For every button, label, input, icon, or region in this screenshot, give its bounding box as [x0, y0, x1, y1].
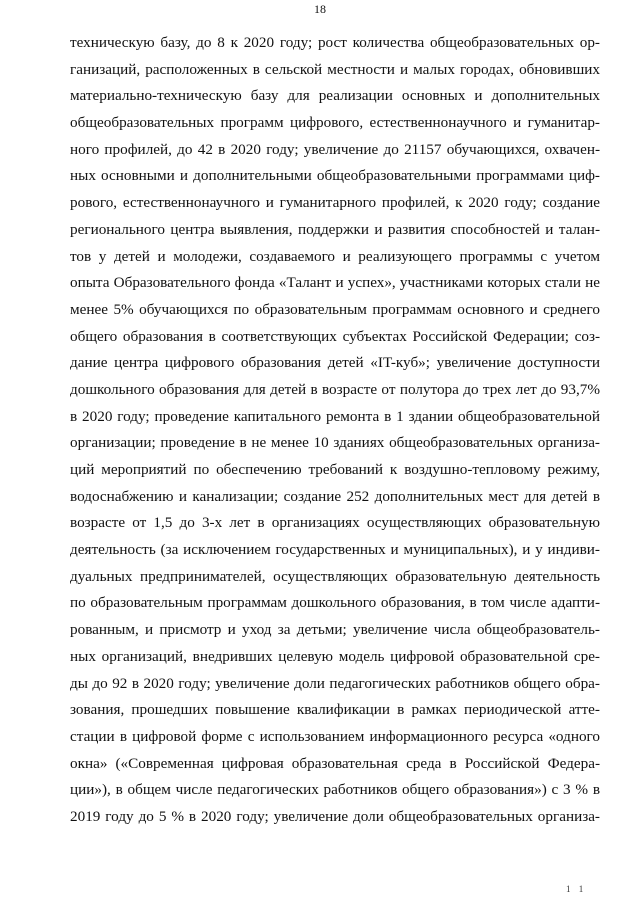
text-line: ций мероприятий по обеспечению требований к воздушно-тепловому режиму, — [70, 461, 600, 478]
page-number: 18 — [314, 2, 326, 16]
text-line: техническую базу, до 8 к 2020 году; рост количества общеобразовательных ор- — [70, 34, 600, 51]
text-line: возрасте от 1,5 до 3-х лет в организациях осуществляющих образовательную — [70, 514, 600, 532]
footer-mark: 1 1 — [566, 884, 587, 894]
text-line: менее 5% обучающихся по образовательным программам основного и среднего — [70, 300, 600, 318]
text-line: 2019 году до 5 % в 2020 году; увеличение доли общеобразовательных организа- — [70, 807, 600, 825]
text-line: дуальных предпринимателей, осуществляющих образовательную деятельность — [70, 567, 600, 585]
text-line: стации в цифровой форме с использованием информационного ресурса «одного — [70, 727, 600, 745]
text-line: опыта Образовательного фонда «Талант и успех», участниками которых стали не — [70, 274, 600, 292]
text-line: окна» («Современная цифровая образовательная среда в Российской Федера- — [70, 754, 600, 772]
text-line: рованным, и присмотр и уход за детьми; увеличение числа общеобразователь- — [70, 621, 600, 639]
text-line: рового, естественнонаучного и гуманитарного профилей, к 2020 году; создание — [70, 194, 600, 212]
text-line: дание центра цифрового образования детей «IT-куб»; увеличение доступности — [70, 354, 600, 372]
text-line: ных организаций, внедривших целевую модель цифровой образовательной сре- — [70, 647, 600, 665]
text-line: ных основными и дополнительными общеобразовательными программами циф- — [70, 167, 600, 185]
body-text — [70, 30, 600, 831]
text-line: тов у детей и молодежи, создаваемого и реализующего программы с учетом — [70, 247, 600, 265]
text-line: деятельность (за исключением государственных и муниципальных), и у индиви- — [70, 541, 600, 559]
text-line: регионального центра выявления, поддержки и развития способностей и талан- — [70, 220, 600, 238]
text-line: материально-техническую базу для реализации основных и дополнительных — [70, 87, 600, 105]
text-line: в 2020 году; проведение капитального ремонта в 1 здании общеобразовательной — [70, 407, 600, 425]
text-line: общего образования в соответствующих субъектах Российской Федерации; соз- — [70, 327, 600, 345]
text-line: организации; проведение в не менее 10 зданиях общеобразовательных организа- — [70, 434, 600, 452]
text-line: ды до 92 в 2020 году; увеличение доли педагогических работников общего обра- — [70, 674, 600, 692]
text-line: дошкольного образования для детей в возрасте от полутора до трех лет до 93,7% — [70, 380, 600, 398]
text-line: общеобразовательных программ цифрового, естественнонаучного и гуманитар- — [70, 114, 600, 132]
text-line: водоснабжению и канализации; создание 252 дополнительных мест для детей в — [70, 487, 600, 505]
text-line: зования, прошедших повышение квалификации в рамках периодической атте- — [70, 701, 600, 719]
text-line: ганизаций, расположенных в сельской местности и малых городах, обновивших — [70, 60, 600, 78]
text-line: по образовательным программам дошкольного образования, в том числе адапти- — [70, 594, 600, 612]
text-line: ции»), в общем числе педагогических работников общего образования») с 3 % в — [70, 781, 600, 799]
text-line: ного профилей, до 42 в 2020 году; увеличение до 21157 обучающихся, охвачен- — [70, 140, 600, 158]
